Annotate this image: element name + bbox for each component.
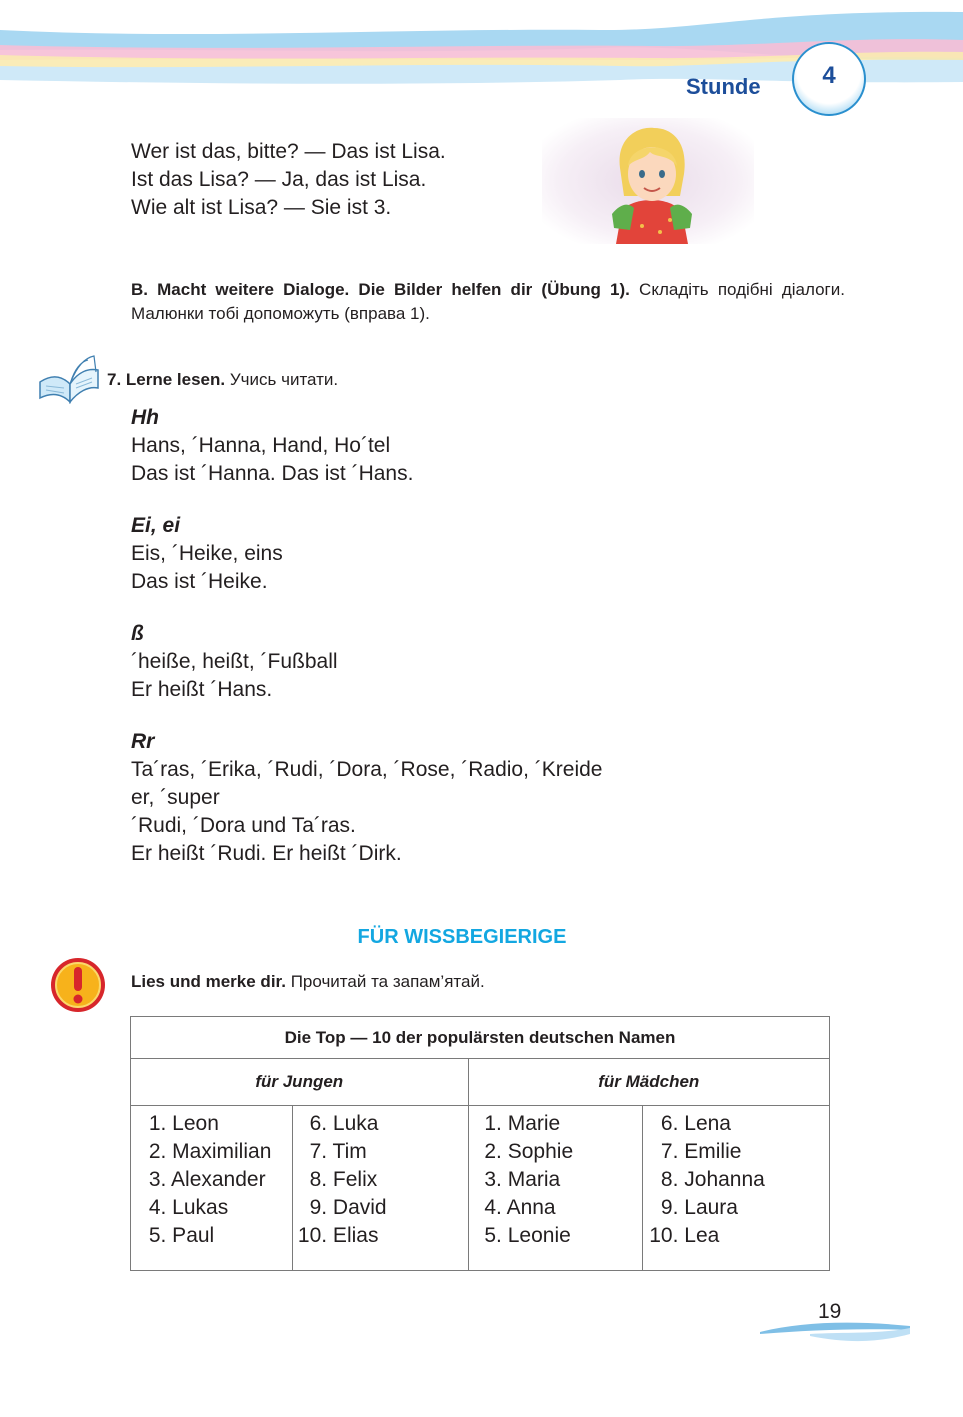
lesson-number: 4 — [822, 62, 836, 89]
open-book-icon — [36, 352, 102, 404]
reading-line: Ta´ras, ´Erika, ´Rudi, ´Dora, ´Rose, ´Radio, ´Kreide — [131, 758, 603, 781]
task-b-german: B. Macht weitere Dialoge. Die Bilder helfen dir (Übung 1). — [131, 280, 630, 299]
section-instruction-german: Lies und merke dir. — [131, 972, 286, 991]
reading-block-eszett — [131, 620, 338, 704]
reading-line: er, ´super — [131, 786, 220, 809]
table-title-row — [131, 1017, 830, 1059]
reading-heading: Ei, ei — [131, 514, 181, 537]
reading-line: ´Rudi, ´Dora und Ta´ras. — [131, 814, 356, 837]
reading-block-ei — [131, 512, 283, 596]
reading-heading: Hh — [131, 406, 159, 429]
boys-header: für Jungen — [131, 1059, 469, 1106]
lesson-label: Stunde — [686, 74, 761, 99]
reading-line: Er heißt ´Hans. — [131, 678, 273, 701]
task-b-instruction — [131, 278, 845, 326]
name-list: 1. Leon 2. Maximilian 3. Alexander 4. Lukas 5. Paul — [148, 1112, 272, 1247]
exclamation-icon — [49, 956, 107, 1014]
section-title: FÜR WISSBEGIERIGE — [357, 926, 567, 948]
reading-heading: ß — [131, 622, 144, 645]
page-number: 19 — [818, 1300, 842, 1323]
name-list: 6. Luka 7. Tim 8. Felix 9. David 10. Elias — [297, 1112, 387, 1247]
table-row — [131, 1106, 830, 1271]
lesson-number-badge — [792, 42, 866, 116]
table-subheader-row — [131, 1059, 830, 1106]
boys-names-col-2 — [292, 1106, 468, 1271]
girls-header: für Mädchen — [468, 1059, 829, 1106]
task-b-translation: Складіть подібні діалоги. Малюнки тобі допоможуть (вправа 1). — [131, 280, 845, 323]
reading-line: Das ist ´Hanna. Das ist ´Hans. — [131, 462, 414, 485]
footer-wave-decoration — [760, 1318, 910, 1348]
reading-line: Eis, ´Heike, eins — [131, 542, 283, 565]
popular-names-table — [130, 1016, 830, 1271]
task-7-instruction — [107, 368, 338, 392]
task-7-translation: Учись читати. — [229, 370, 339, 389]
reading-line: Er heißt ´Rudi. Er heißt ´Dirk. — [131, 842, 402, 865]
task-7-german: 7. Lerne lesen. — [107, 370, 226, 389]
dialog-line: Wie alt ist Lisa? — Sie ist 3. — [131, 196, 392, 219]
boys-names-col-1 — [131, 1106, 293, 1271]
girls-names-col-1 — [468, 1106, 643, 1271]
reading-line: Hans, ´Hanna, Hand, Ho´tel — [131, 434, 391, 457]
dialog-line: Wer ist das, bitte? — Das ist Lisa. — [131, 140, 446, 163]
reading-line: Das ist ´Heike. — [131, 570, 268, 593]
table-title: Die Top — 10 der populärsten deutschen Namen — [131, 1017, 830, 1059]
dialog-example — [131, 138, 446, 222]
name-list: 6. Lena 7. Emilie 8. Johanna 9. Laura 10. Lea — [649, 1112, 765, 1247]
girl-illustration — [542, 118, 754, 244]
dialog-line: Ist das Lisa? — Ja, das ist Lisa. — [131, 168, 427, 191]
reading-block-rr — [131, 728, 602, 868]
section-instruction — [131, 970, 485, 994]
reading-block-hh — [131, 404, 413, 488]
reading-line: ´heiße, heißt, ´Fußball — [131, 650, 338, 673]
name-list: 1. Marie 2. Sophie 3. Maria 4. Anna 5. Leonie — [484, 1112, 574, 1247]
section-instruction-translation: Прочитай та запам’ятай. — [290, 972, 485, 991]
reading-heading: Rr — [131, 730, 155, 753]
girls-names-col-2 — [643, 1106, 830, 1271]
